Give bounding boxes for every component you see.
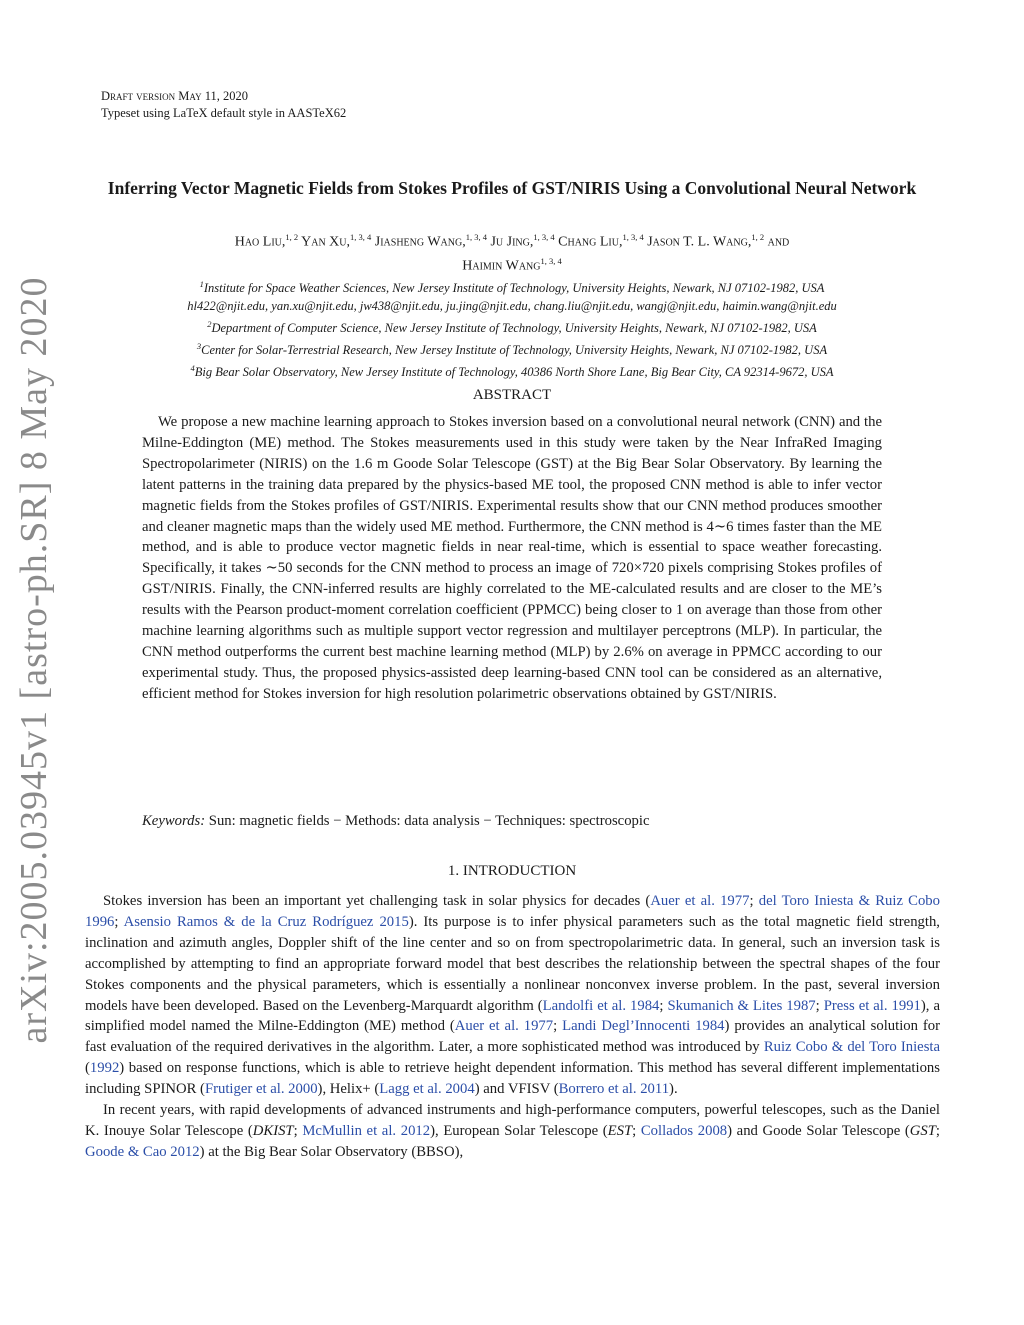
keywords-text: Sun: magnetic fields − Methods: data analysis − Techniques: spectroscopic xyxy=(208,813,650,829)
author-emails xyxy=(100,297,924,315)
citation-link[interactable]: Ruiz Cobo & del Toro Iniesta xyxy=(763,1039,941,1056)
author-affiliation-marker: 1, 2 xyxy=(285,232,299,242)
affiliation-text: Institute for Space Weather Sciences, New Jersey Institute of Technology, University Heights, Newark, NJ 07102-1982, USA xyxy=(203,281,825,296)
affiliation-line xyxy=(100,337,924,359)
citation-link[interactable]: Lagg et al. 2004 xyxy=(379,1081,475,1098)
citation-link[interactable]: Collados 2008 xyxy=(640,1122,728,1139)
author-name: Haimin Wang xyxy=(462,258,541,274)
author-name: Ju Jing, xyxy=(490,234,534,250)
arxiv-identifier-stamp: arXiv:2005.03945v1 [astro-ph.SR] 8 May 2020 xyxy=(13,276,55,1044)
citation-link[interactable]: Landi Degl’Innocenti 1984 xyxy=(562,1018,725,1035)
author-affiliation-marker: 1, 3, 4 xyxy=(540,255,562,266)
author-affiliation-marker: 1, 2 xyxy=(751,232,765,242)
keywords xyxy=(142,811,882,831)
author-name: Chang Liu, xyxy=(558,234,623,250)
intro-paragraph-1: Stokes inversion has been an important yet challenging task in solar physics for decades (Auer et al. 1977; del Toro Iniesta & Ruiz Cobo 1996; Asensio Ramos & de la Cruz Rodríguez 2015). Its purpose is to infer physical parameters such as the total magnetic field strength, inclination and azimuth angles, Doppler shift of the line center and so on from spectropolarimetric data. In general, such an inversion task is accomplished by attempting to find an appropriate forward model that best describes the relationship between the spectral shapes of the four Stokes components and the physical parameters, which is essentially a nonlinear nonconvex inverse problem. In the past, several inversion models have been developed. Based on the Levenberg-Marquardt algorithm (Landolfi et al. 1984; Skumanich & Lites 1987; Press et al. 1991), a simplified model named the Milne-Eddington (ME) method (Auer et al. 1977; Landi Degl’Innocenti 1984) provides an analytical solution for fast evaluation of the required derivatives in the algorithm. Later, a more sophisticated method was introduced by Ruiz Cobo & del Toro Iniesta (1992) based on response functions, which is able to retrieve height dependent information. This method has several different implementations including SPINOR (Frutiger et al. 2000), Helix+ (Lagg et al. 2004) and VFISV (Borrero et al. 2011). xyxy=(85,893,941,1098)
author-name: and xyxy=(767,234,790,250)
citation-link[interactable]: Landolfi et al. 1984 xyxy=(542,997,660,1014)
citation-link[interactable]: Asensio Ramos & de la Cruz Rodríguez 2015 xyxy=(123,913,409,930)
telescope-acronym: GST xyxy=(909,1122,936,1139)
affiliation-text: Center for Solar-Terrestrial Research, New Jersey Institute of Technology, University Heights, Newark, NJ 07102-1982, USA xyxy=(201,343,828,358)
author-name: Jiasheng Wang, xyxy=(374,234,466,250)
draft-version: Draft version May 11, 2020 xyxy=(101,89,248,103)
author-affiliation-marker: 1, 3, 4 xyxy=(622,232,644,242)
header-note xyxy=(101,88,346,122)
telescope-acronym: DKIST xyxy=(252,1122,294,1139)
author-name: Yan Xu, xyxy=(301,234,351,250)
affiliation-number: 4 xyxy=(190,363,195,374)
citation-link[interactable]: Press et al. 1991 xyxy=(823,997,921,1014)
citation-link[interactable]: Borrero et al. 2011 xyxy=(558,1081,670,1098)
section-heading-introduction: 1. INTRODUCTION xyxy=(447,863,577,879)
affiliation-line xyxy=(100,315,924,337)
citation-link[interactable]: Auer et al. 1977 xyxy=(454,1018,554,1035)
affiliation-number: 1 xyxy=(199,279,204,289)
typeset-note: Typeset using LaTeX default style in AASTeX62 xyxy=(101,106,347,120)
keywords-label: Keywords: xyxy=(142,813,206,829)
author-list xyxy=(100,228,924,275)
affiliation-line xyxy=(100,275,924,297)
affiliation-list xyxy=(100,275,924,382)
affiliation-text: Department of Computer Science, New Jersey Institute of Technology, University Heights, Newark, NJ 07102-1982, USA xyxy=(211,321,817,336)
citation-link[interactable]: del Toro Iniesta & Ruiz Cobo 1996 xyxy=(85,893,940,930)
author-name: Jason T. L. Wang, xyxy=(647,234,752,250)
abstract-body xyxy=(142,412,882,705)
author-name: Hao Liu, xyxy=(234,234,286,250)
citation-link[interactable]: McMullin et al. 2012 xyxy=(302,1122,431,1139)
abstract-text: We propose a new machine learning approach to Stokes inversion based on a convolutional neural network (CNN) and the Milne-Eddington (ME) method. The Stokes measurements used in this study were taken by the Near InfraRed Imaging Spectropolarimeter (NIRIS) on the 1.6 m Goode Solar Telescope (GST) at the Big Bear Solar Observatory. By learning the latent patterns in the training data prepared by the physics-based ME tool, the proposed CNN method is able to infer vector magnetic fields from the Stokes profiles of GST/NIRIS. Experimental results show that our CNN method produces smoother and cleaner magnetic maps than the widely used ME method. Furthermore, the CNN method is 4∼6 times faster than the ME method, and is able to produce vector magnetic fields in near real-time, which is essential to space weather forecasting. Specifically, it takes ∼50 seconds for the CNN method to process an image of 720×720 pixels comprising Stokes profiles of GST/NIRIS. Finally, the CNN-inferred results are highly correlated to the ME-calculated results and are closer to the ME’s results with the Pearson product-moment correlation coefficient (PPMCC) being closer to 1 on average than those from other machine learning algorithms such as multiple support vector regression and multilayer perceptrons (MLP). In particular, the CNN method outperforms the current best machine learning method (MLP) by 2.6% on average in PPMCC according to our experimental study. Thus, the proposed physics-assisted deep learning-based CNN tool can be considered as an alternative, efficient method for Stokes inversion for high resolution polarimetric observations obtained by GST/NIRIS. xyxy=(142,414,882,702)
citation-link[interactable]: Skumanich & Lites 1987 xyxy=(667,997,816,1014)
intro-paragraph-2: In recent years, with rapid developments of advanced instruments and high-performance computers, powerful telescopes, such as the Daniel K. Inouye Solar Telescope (DKIST; McMullin et al. 2012), European Solar Telescope (EST; Collados 2008) and Goode Solar Telescope (GST; Goode & Cao 2012) at the Big Bear Solar Observatory (BBSO), xyxy=(85,1102,940,1160)
affiliation-number: 2 xyxy=(207,319,212,330)
affiliation-number: 3 xyxy=(196,341,202,352)
affiliation-line xyxy=(100,359,924,381)
author-affiliation-marker: 1, 3, 4 xyxy=(350,232,372,242)
telescope-acronym: EST xyxy=(607,1122,633,1139)
affiliation-text: hl422@njit.edu, yan.xu@njit.edu, jw438@njit.edu, ju.jing@njit.edu, chang.liu@njit.edu, wangj@njit.edu, haimin.wang@njit.edu xyxy=(187,299,837,314)
citation-link[interactable]: Auer et al. 1977 xyxy=(650,893,750,909)
citation-link[interactable]: 1992 xyxy=(89,1060,120,1077)
abstract-heading: ABSTRACT xyxy=(472,387,552,403)
paper-title: Inferring Vector Magnetic Fields from Stokes Profiles of GST/NIRIS Using a Convolutional Neural Network xyxy=(107,178,917,198)
author-affiliation-marker: 1, 3, 4 xyxy=(465,232,487,242)
affiliation-text: Big Bear Solar Observatory, New Jersey Institute of Technology, 40386 North Shore Lane, Big Bear City, CA 92314-9672, USA xyxy=(194,365,834,380)
introduction-body xyxy=(85,891,940,1163)
author-affiliation-marker: 1, 3, 4 xyxy=(533,232,555,242)
citation-link[interactable]: Frutiger et al. 2000 xyxy=(204,1081,318,1098)
citation-link[interactable]: Goode & Cao 2012 xyxy=(85,1143,200,1160)
